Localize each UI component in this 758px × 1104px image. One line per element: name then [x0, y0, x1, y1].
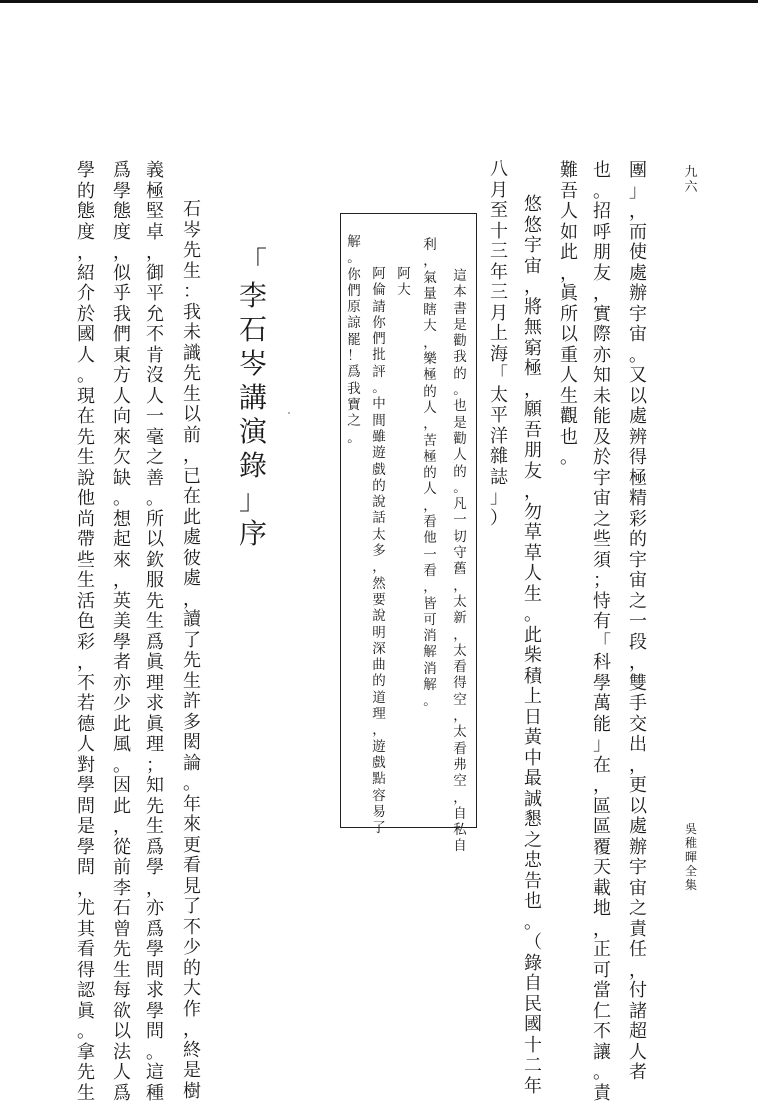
text-column: 也 。 招 呼 朋 友 ， 實 際 亦 知 未 能 及 於 宇 宙 之 些 須 ； 恃 有 「 科 學 萬 能 」 在 ， 區 區 覆 天 載 地 ， 正 可 當 仁 不 讓 。 責: [593, 160, 611, 1104]
text-column: 學 的 態 度 ， 紹 介 於 國 人 。 現 在 先 生 說 他 尚 帶 些 生 活 色 彩 ， 不 若 德 人 對 學 問 是 學 問 ， 尤 其 看 得 認 眞 。 拿 先 生: [77, 160, 95, 1104]
section-title: 「 李 石 岑 講 演 錄 」 序: [238, 245, 267, 550]
note-column: 解 。 你 們 原 諒 罷 ！ 爲 我 寶 之 。: [347, 234, 361, 446]
text-column: 義 極 堅 卓 ， 御 平 允 不 肯 沒 人 一 毫 之 善 。 所 以 欽 服 先 生 爲 眞 理 求 眞 理 ； 知 先 生 爲 學 ， 亦 爲 學 問 求 學 問 。 這 種: [146, 160, 164, 1104]
note-column: 阿 倫 請 你 們 批 評 。 中 間 雖 遊 戲 的 說 話 太 多 ， 然 要 說 明 深 曲 的 道 理 ， 遊 戲 點 容 易 了: [372, 266, 386, 837]
note-column: 利 ， 氣 量 瞎 大 ， 樂 極 的 人 ， 苦 極 的 人 ， 看 他 一 看 ， 皆 可 消 解 消 解 。: [423, 237, 437, 710]
text-column: 石 岑 先 生 ： 我 未 識 先 生 以 前 ， 已 在 此 處 彼 處 ， 讀 了 先 生 許 多 閎 論 。 年 來 更 看 見 了 不 少 的 大 作 ， 終 是 樹: [183, 199, 201, 1102]
text-column: 悠 悠 宇 宙 ， 將 無 窮 極 ， 願 吾 朋 友 ， 勿 草 草 人 生 。 此 柴 積 上 日 黃 中 最 誠 懇 之 忠 告 也 。 （ 錄 自 民 國 十 二 年: [524, 194, 542, 1097]
page-number: 九 六: [684, 165, 698, 195]
text-column: 難 吾 人 如 此 ， 眞 所 以 重 人 生 觀 也 。: [560, 160, 578, 468]
note-column: 阿 大: [397, 266, 411, 299]
stray-mark: [288, 412, 290, 414]
running-head: 吳 稚 暉 全 集: [684, 822, 697, 892]
top-rule: [0, 0, 758, 3]
text-column: 團 」 ， 而 使 處 辦 宇 宙 。 又 以 處 辨 得 極 精 彩 的 宇 宙 之 一 段 ， 雙 手 交 出 ， 更 以 處 辦 宇 宙 之 責 任 ， 付 諸 超 人 者: [629, 160, 647, 1083]
text-column: 爲 學 態 度 ， 似 乎 我 們 東 方 人 向 來 欠 缺 。 想 起 來 ， 英 美 學 者 亦 少 此 風 。 因 此 ， 從 前 李 石 曾 先 生 每 欲 以 法 人 爲: [113, 160, 131, 1104]
note-column: 這 本 書 是 勸 我 的 。 也 是 勸 人 的 。 凡 一 切 守 舊 ， 太 新 ， 太 看 得 空 ， 太 看 弗 空 ， 自 私 自: [453, 268, 467, 855]
text-column: 八 月 至 十 三 年 三 月 上 海 「 太 平 洋 雜 誌 」 ）: [490, 159, 508, 529]
